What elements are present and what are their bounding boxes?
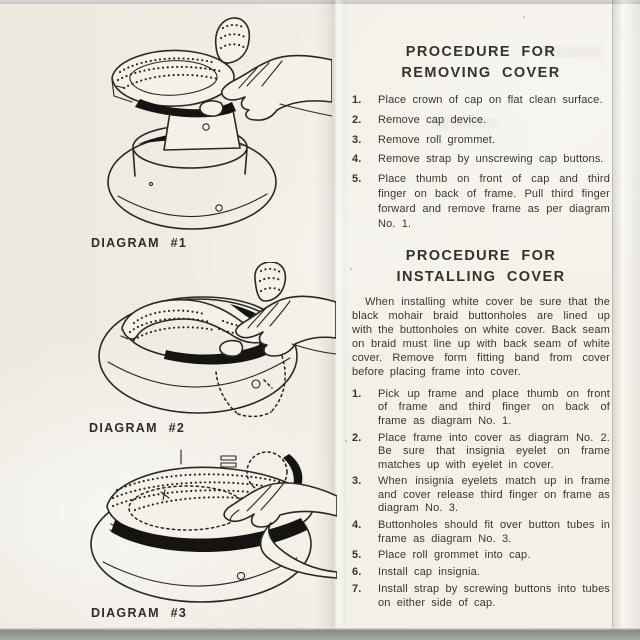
- step-number: 3.: [352, 475, 362, 488]
- list-item: [352, 519, 610, 546]
- step-number: 1.: [352, 94, 362, 106]
- heading-line: REMOVING COVER: [401, 65, 561, 81]
- diagram-3-label: DIAGRAM #3: [91, 606, 188, 620]
- step-text: Place thumb on front of cap and third finger on back of frame. Pull third finger forward and remove frame as per diagram No. 1.: [378, 173, 610, 230]
- step-text: Pick up frame and place thumb on front of frame and third finger on back of frame as diagram No. 1.: [378, 388, 610, 427]
- diagram-2-figure: [18, 262, 336, 420]
- fold-crease-right: [612, 0, 640, 640]
- installing-intro-paragraph: When installing white cover be sure that the black mohair braid buttonholes are lined up with the buttonholes on white cover. Back seam on braid must line up with back seam of white cover. Remove form fitting band from cover before placing frame into cover.: [352, 296, 610, 378]
- diagram-2-label: DIAGRAM #2: [89, 421, 186, 435]
- step-number: 7.: [352, 583, 362, 596]
- diagram-1-figure: [20, 16, 332, 234]
- step-text: Remove cap device.: [378, 113, 487, 126]
- step-text: Install strap by screwing buttons into tubes on either side of cap.: [378, 583, 610, 609]
- step-text: Buttonholes should fit over button tubes in frame as diagram No. 3.: [378, 519, 610, 545]
- section-removing-cover: [352, 42, 610, 236]
- step-number: 2.: [352, 113, 362, 126]
- step-text: Place crown of cap on flat clean surface.: [378, 94, 603, 106]
- step-text: Place roll grommet into cap.: [378, 549, 531, 562]
- diagram-3-illustration: [15, 444, 337, 606]
- step-number: 6.: [352, 566, 362, 579]
- list-item: [352, 152, 610, 167]
- section-heading: [352, 42, 610, 84]
- list-item: [352, 133, 610, 148]
- installing-steps-list: [352, 388, 610, 610]
- step-number: 4.: [352, 519, 362, 532]
- step-text: Place frame into cover as diagram No. 2. Be sure that insignia eyelet on frame matches up with eyelet in cover.: [378, 431, 610, 471]
- list-item: [352, 172, 610, 231]
- list-item: [352, 583, 610, 610]
- diagram-2-illustration: [18, 262, 336, 420]
- removing-steps-list: [352, 93, 610, 231]
- cap-frame-band: [112, 18, 249, 117]
- list-item: [352, 475, 610, 515]
- heading-line: PROCEDURE FOR: [405, 248, 557, 264]
- heading-line: PROCEDURE FOR: [405, 44, 557, 60]
- list-item: [352, 549, 610, 562]
- list-item: [352, 388, 610, 428]
- list-item: [352, 113, 610, 128]
- step-number: 5.: [352, 173, 362, 186]
- diagram-1-label: DIAGRAM #1: [91, 236, 188, 250]
- list-item: [352, 566, 610, 579]
- step-number: 3.: [352, 133, 362, 146]
- heading-line: INSTALLING COVER: [396, 269, 566, 285]
- step-text: When insignia eyelets match up in frame and cover release third finger on frame as diagram No. 3.: [378, 475, 610, 515]
- step-text: Remove strap by unscrewing cap buttons.: [378, 153, 604, 166]
- step-number: 1.: [352, 388, 362, 400]
- section-installing-cover: [352, 246, 610, 614]
- step-number: 5.: [352, 549, 362, 562]
- section-heading: [352, 246, 610, 288]
- step-number: 4.: [352, 153, 362, 166]
- step-number: 2.: [352, 431, 362, 444]
- list-item: [352, 432, 610, 472]
- diagram-1-illustration: [20, 16, 332, 234]
- scan-bottom-edge: [0, 630, 640, 640]
- step-text: Remove roll grommet.: [378, 133, 496, 146]
- step-text: Install cap insignia.: [378, 566, 481, 579]
- scan-speck: [345, 440, 347, 442]
- diagram-3-figure: [15, 444, 337, 606]
- scan-speck: [523, 16, 525, 18]
- list-item: [352, 93, 610, 108]
